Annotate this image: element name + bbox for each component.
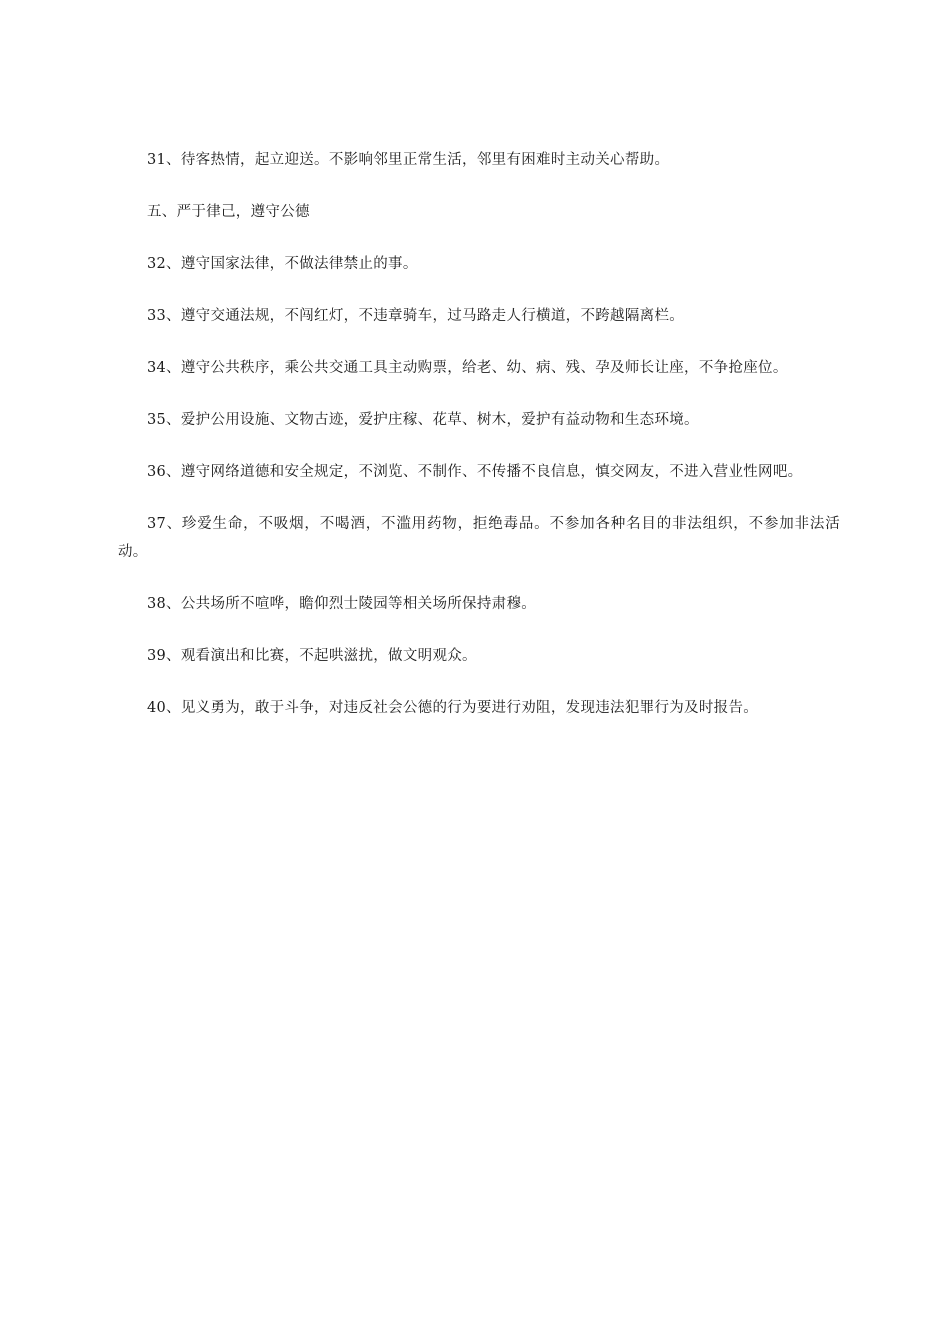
- paragraph-33: 33、遵守交通法规，不闯红灯，不违章骑车，过马路走人行横道，不跨越隔离栏。: [147, 308, 685, 324]
- paragraph-35: 35、爱护公用设施、文物古迹，爱护庄稼、花草、树木，爱护有益动物和生态环境。: [147, 412, 699, 428]
- paragraph-40: 40、见义勇为，敢于斗争，对违反社会公德的行为要进行劝阻，发现违法犯罪行为及时报告。: [147, 700, 759, 716]
- paragraph-38: 38、公共场所不喧哗，瞻仰烈士陵园等相关场所保持肃穆。: [147, 596, 537, 612]
- section-heading-5: 五、严于律己，遵守公德: [147, 204, 310, 220]
- paragraph-32: 32、遵守国家法律，不做法律禁止的事。: [147, 256, 418, 272]
- paragraph-36: 36、遵守网络道德和安全规定，不浏览、不制作、不传播不良信息，慎交网友，不进入营业性网吧。: [147, 464, 803, 480]
- paragraph-34: 34、遵守公共秩序，乘公共交通工具主动购票，给老、幼、病、残、孕及师长让座，不争抢座位。: [147, 360, 788, 376]
- document-body: [118, 146, 840, 746]
- paragraph-37: 37、珍爱生命，不吸烟，不喝酒，不滥用药物，拒绝毒品。不参加各种名目的非法组织，不参加非法活动。: [118, 516, 840, 560]
- paragraph-39: 39、观看演出和比赛，不起哄滋扰，做文明观众。: [147, 648, 477, 664]
- paragraph-31: 31、待客热情，起立迎送。不影响邻里正常生活，邻里有困难时主动关心帮助。: [147, 152, 670, 168]
